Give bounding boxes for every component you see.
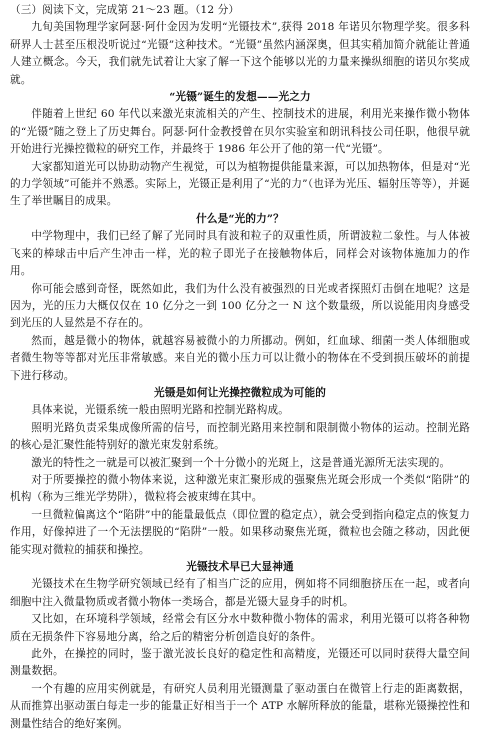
paragraph: 光镊技术在生物学研究领域已经有了相当广泛的应用，例如将不同细胞挤压在一起，或者向细胞中注入微量物质或者微小物体一类场合，都是光镊大显身手的时机。	[10, 578, 470, 608]
paragraph: 照明光路负责采集成像所需的信号，而控制光路用来控制和限制微小物体的运动。控制光路的核心是汇聚性能特别好的激光束发射系统。	[10, 421, 470, 452]
passage-body	[10, 19, 470, 733]
paragraph: 一旦微粒偏离这个“陷阱”中的能量最低点（即位置的稳定点），就会受到指向稳定点的恢复力作用，好像掉进了一个无法摆脱的“陷阱”一般。如果移动聚焦光斑，微粒也会随之移动，因此便能实现对微粒的捕获和操控。	[10, 508, 470, 556]
section-heading: 光镊技术早已大显神通	[186, 561, 294, 573]
paragraph: 对于所要操控的微小物体来说，这种激光束汇聚形成的强聚焦光斑会形成一个类似“陷阱”的机构（称为三维光学势阱），微粒将会被束缚在其中。	[10, 473, 470, 504]
paragraph: 大家都知道光可以协助动物产生视觉，可以为植物提供能量来源，可以加热物体，但是对“光的力学领域”可能并不熟悉。实际上，光镊正是利用了“光的力”（也译为光压、辐射压等等），并诞生了举世瞩目的成果。	[10, 160, 470, 208]
paragraph: 你可能会感到奇怪，既然如此，我们为什么没有被强烈的日光或者探照灯击倒在地呢？这是因为，光的压力大概仅仅在 10 亿分之一到 100 亿分之一 N 这个数量级，所以说能用肉身感受到光压的人显然是不存在的。	[10, 282, 470, 330]
paragraph: 此外，在操控的同时，鉴于激光波长良好的稳定性和高精度，光镊还可以同时获得大量空间测量数据。	[10, 648, 470, 678]
paragraph: 九旬美国物理学家阿瑟·阿什金因为发明“光镊技术”,获得 2018 年诺贝尔物理学奖。很多科研界人士甚至压根没听说过“光镊”这种技术。“光镊”虽然内涵深奥，但其实稍加简介就能让普通人建立概念。今天，我们就先试着让大家了解一下这个能够以光的力量来操纵细胞的诺贝尔奖成就。	[10, 21, 470, 86]
section-heading: 光镊是如何让光操控微粒成为可能的	[154, 386, 326, 399]
paragraph: 激光的特性之一就是可以被汇聚到一个十分微小的光斑上，这是普通光源所无法实现的。	[31, 456, 451, 469]
section-heading: 什么是“光的力”？	[196, 212, 284, 225]
question-intro: （三）阅读下文，完成第 21～23 题。（12 分）	[10, 4, 240, 16]
paragraph: 伴随着上世纪 60 年代以来激光束流相关的产生、控制技术的进展，利用光来操作微小物体的“光镊”随之登上了历史舞台。阿瑟·阿什金教授曾在贝尔实验室和朗讯科技公司任职，他很早就开始进行光操控微粒的研究工作，并最终于 1986 年公开了他的第一代“光镊”。	[10, 108, 470, 156]
paragraph: 又比如，在环境科学领域，经常会有区分水中数种微小物体的需求，利用光镊可以将各种物质在无损条件下容易地分离，给之后的精密分析创造良好的条件。	[10, 613, 470, 643]
paragraph: 具体来说，光镊系统一般由照明光路和控制光路构成。	[31, 404, 290, 417]
paragraph: 中学物理中，我们已经了解了光同时具有波和粒子的双重性质，所谓波粒二象性。与人体被飞来的棒球击中后产生冲击一样，光的粒子即光子在接触物体后，同样会对该物体施加力的作用。	[10, 230, 470, 278]
paragraph: 一个有趣的应用实例就是，有研究人员利用光镊测量了驱动蛋白在微管上行走的距离数据，从而推算出驱动蛋白每走一步的能量正好相当于一个 ATP 水解所释放的能量，堪称光镊操控性和测量性结合的绝好案例。	[10, 682, 470, 730]
section-heading: “光镊”诞生的发想——光之力	[169, 91, 311, 104]
paragraph: 然而，越是微小的物体，就越容易被微小的力所挪动。例如，红血球、细菌一类人体细胞或者微生物等等都对光压非常敏感。来自光的微小压力可以让微小的物体在不受到损压破坏的前提下进行移动。	[10, 334, 470, 382]
